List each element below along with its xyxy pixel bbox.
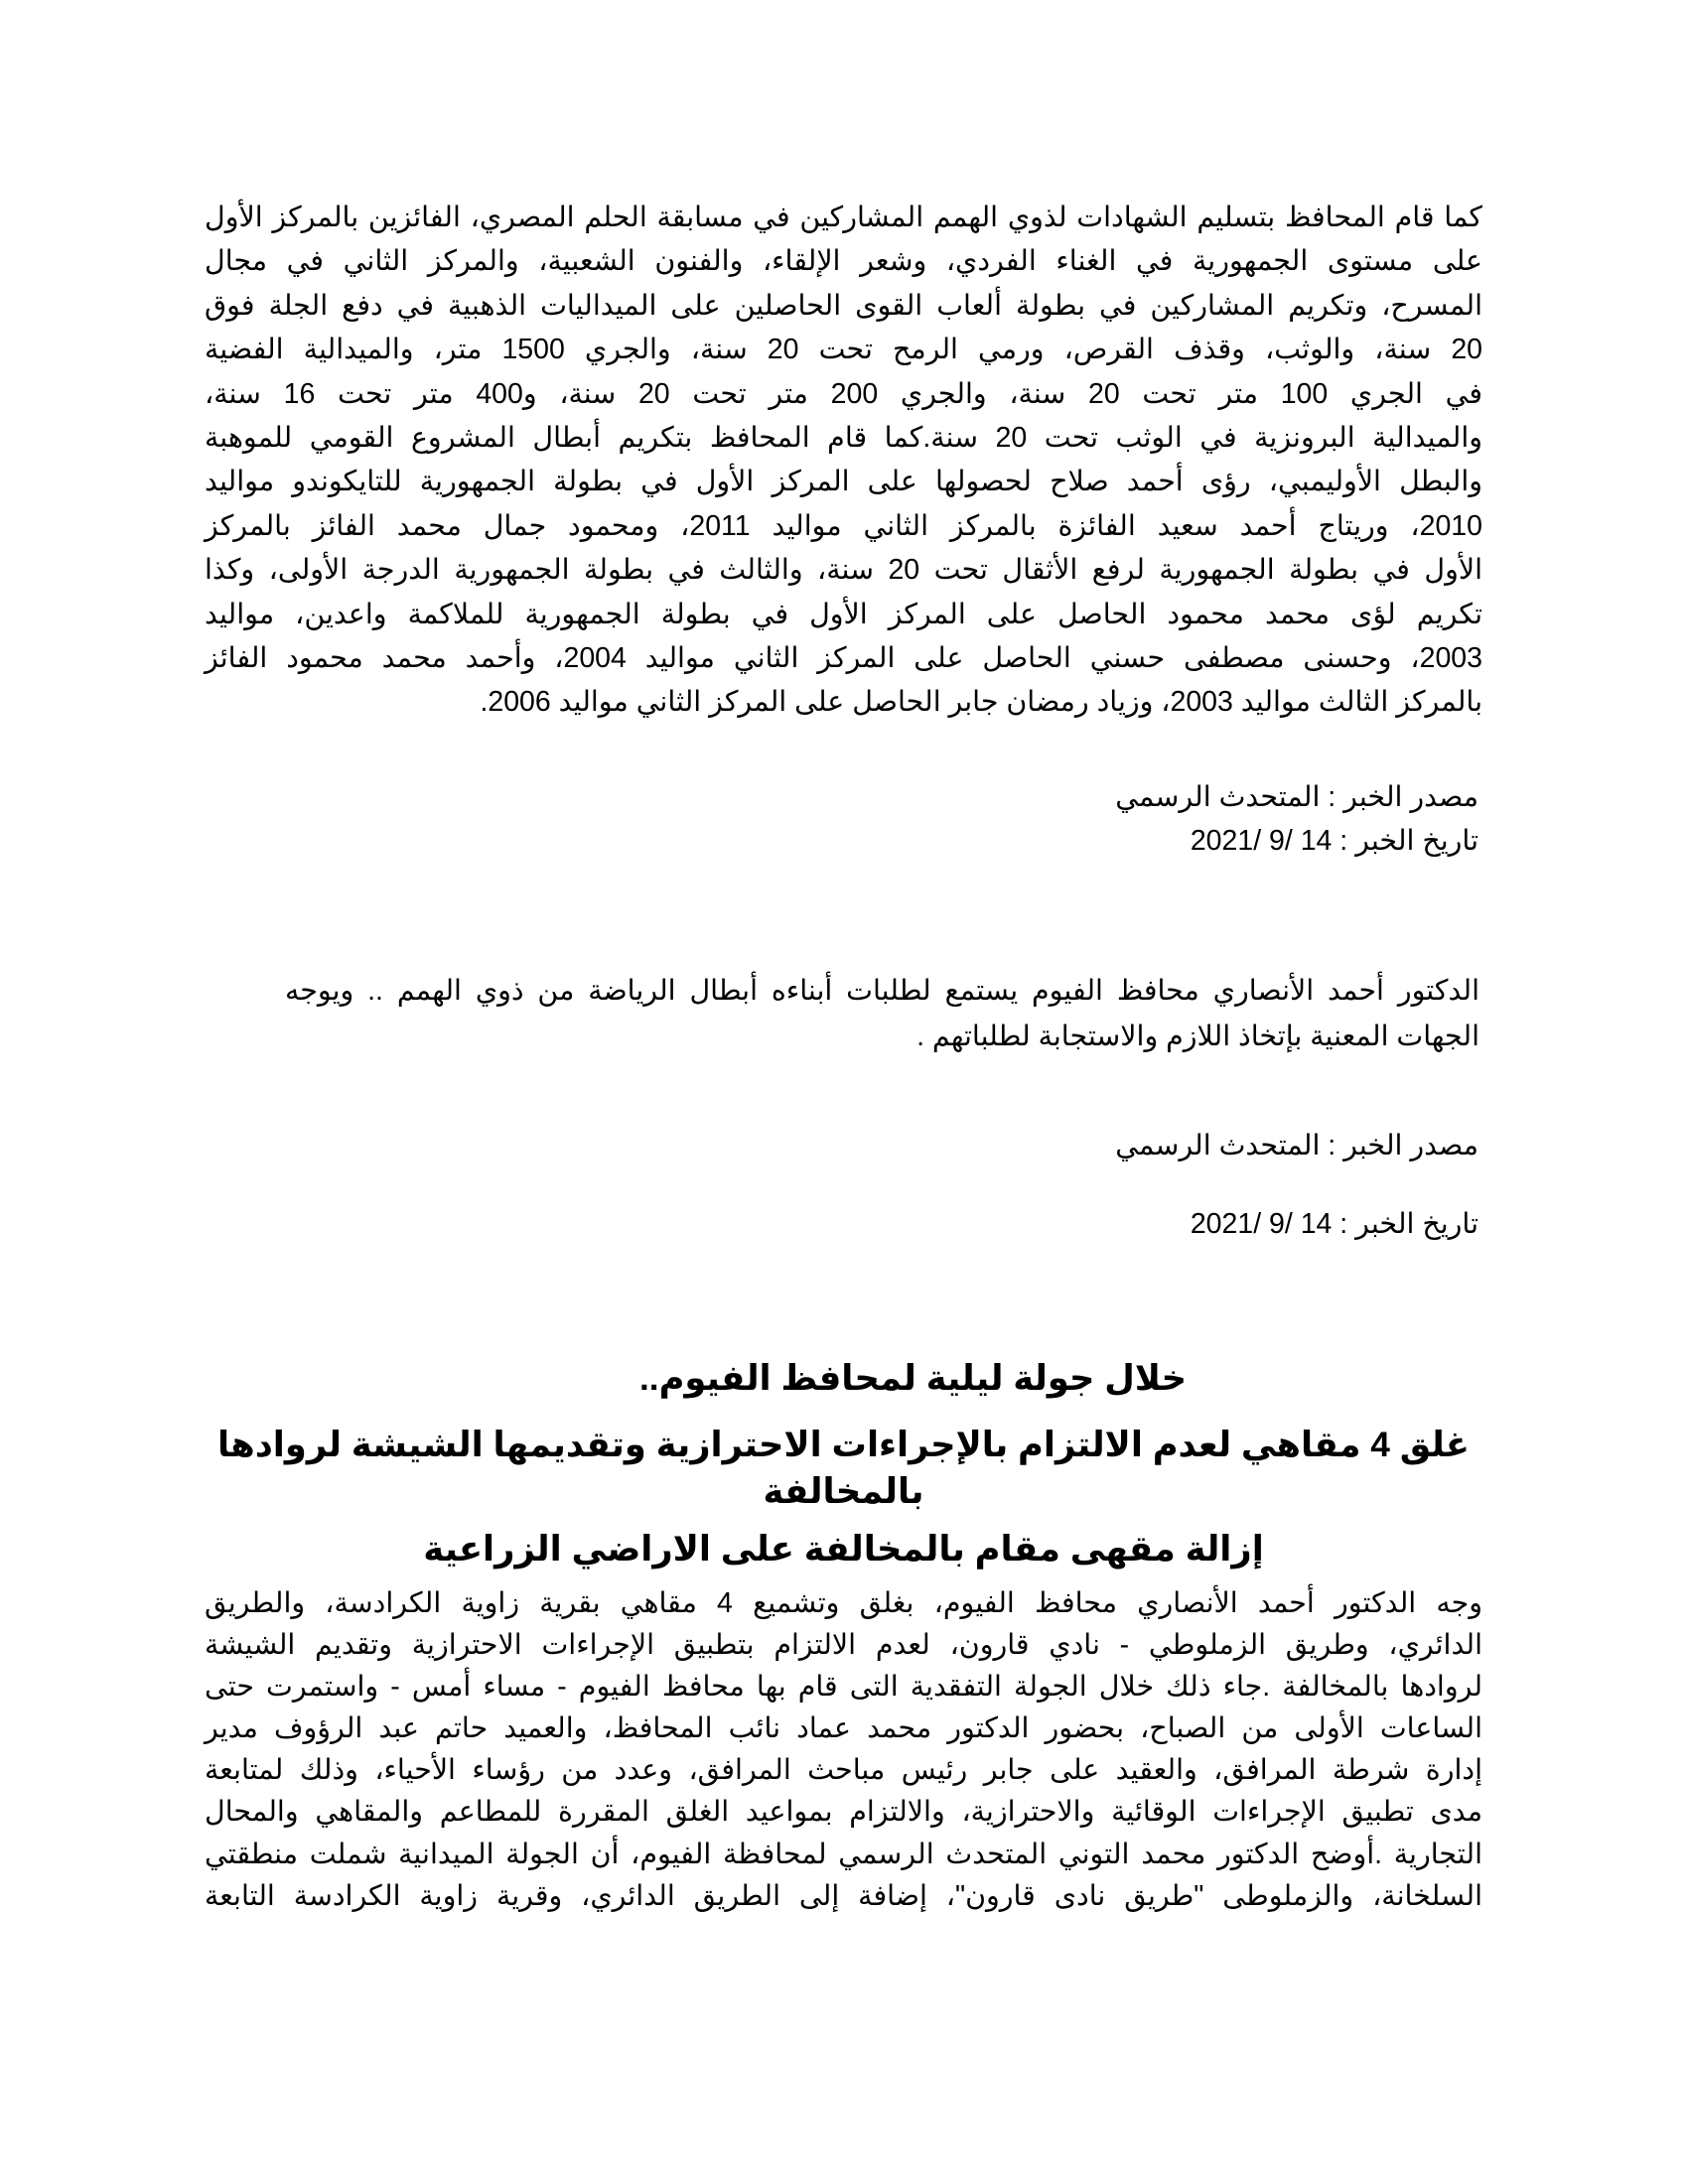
paragraph-line: 2003، وحسنى مصطفى حسني الحاصل على المركز الثاني مواليد 2004، وأحمد محمد محمود الفائز — [205, 641, 1482, 674]
paragraph-line: تكريم لؤى محمد محمود الحاصل على المركز الأول في بطولة الجمهورية للملاكمة واعدين، مواليد — [205, 598, 1482, 630]
paragraph-line: على مستوى الجمهورية في الغناء الفردي، وشعر الإلقاء، والفنون الشعبية، والمركز الثاني في مجال — [205, 245, 1482, 278]
news-item-2-paragraph — [285, 969, 1479, 1060]
article-body-line: إدارة شرطة المرافق، والعقيد على جابر رئيس مباحث المرافق، وعدد من رؤساء الأحياء، وذلك لمتابعة — [205, 1754, 1482, 1787]
news-item-1-paragraph — [205, 196, 1482, 725]
news-date: تاريخ الخبر : 14 /9 /2021 — [1190, 825, 1478, 857]
article-body-line: مدى تطبيق الإجراءات الوقائية والاحترازية، والالتزام بمواعيد الغلق المقررة للمطاعم والمقاهي والمحال — [205, 1796, 1482, 1829]
paragraph-line: بالمركز الثالث مواليد 2003، وزياد رمضان جابر الحاصل على المركز الثاني مواليد 2006. — [480, 686, 1482, 719]
paragraph-line: كما قام المحافظ بتسليم الشهادات لذوي الهمم المشاركين في مسابقة الحلم المصري، الفائزين بالمركز الأول — [205, 202, 1482, 233]
news-source: مصدر الخبر : المتحدث الرسمي — [1115, 781, 1478, 813]
paragraph-line: 2010، وريتاج أحمد سعيد الفائزة بالمركز الثاني مواليد 2011، ومحمود جمال محمد الفائز بالمركز — [205, 509, 1482, 542]
news-item-3-body — [205, 1582, 1482, 1917]
news-source: مصدر الخبر : المتحدث الرسمي — [1115, 1130, 1478, 1161]
paragraph-line: المسرح، وتكريم المشاركين في بطولة ألعاب القوى الحاصلين على الميداليات الذهبية في دفع الجلة فوق — [205, 289, 1482, 322]
paragraph-line: 20 سنة، والوثب، وقذف القرص، ورمي الرمح تحت 20 سنة، والجري 1500 متر، والميدالية الفضية — [205, 334, 1482, 366]
paragraph-line: في الجري 100 متر تحت 20 سنة، والجري 200 متر تحت 20 سنة، و400 متر تحت 16 سنة، — [205, 377, 1482, 410]
headline-title-line: بالمخالفة — [763, 1472, 924, 1511]
paragraph-line: الجهات المعنية بإتخاذ اللازم والاستجابة لطلباتهم . — [916, 1020, 1479, 1052]
article-body-line: السلخانة، والزملوطى "طريق نادى قارون"، إضافة إلى الطريق الدائري، وقرية زاوية الكرادسة التابعة — [205, 1879, 1482, 1912]
paragraph-line: والبطل الأوليمبي، رؤى أحمد صلاح لحصولها على المركز الأول في بطولة الجمهورية للتايكوندو مواليد — [205, 466, 1482, 498]
article-body-line: الدائري، وطريق الزملوطي - نادي قارون، لعدم الالتزام بتطبيق الإجراءات الاحترازية وتقديم الشيشة — [205, 1629, 1482, 1662]
paragraph-line: والميدالية البرونزية في الوثب تحت 20 سنة.كما قام المحافظ بتكريم أبطال المشروع القومي للموهبة — [205, 421, 1482, 454]
paragraph-line: الدكتور أحمد الأنصاري محافظ الفيوم يستمع لطلبات أبناءه أبطال الرياضة من ذوي الهمم .. ويوجه — [285, 975, 1479, 1007]
article-body-line: التجارية .أوضح الدكتور محمد التوني المتحدث الرسمي لمحافظة الفيوم، أن الجولة الميدانية شملت منطقتي — [205, 1838, 1482, 1870]
news-date: تاريخ الخبر : 14 /9 /2021 — [1190, 1208, 1478, 1240]
paragraph-line: الأول في بطولة الجمهورية لرفع الأثقال تحت 20 سنة، والثالث في بطولة الجمهورية الدرجة الأولى، وكذا — [205, 554, 1482, 587]
article-body-line: الساعات الأولى من الصباح، بحضور الدكتور محمد عماد نائب المحافظ، والعميد حاتم عبد الرؤوف مدير — [205, 1712, 1482, 1745]
headline-kicker: خلال جولة ليلية لمحافظ الفيوم.. — [638, 1359, 1187, 1398]
headline-subtitle: إزالة مقهى مقام بالمخالفة على الاراضي الزراعية — [423, 1530, 1264, 1569]
article-body-line: وجه الدكتور أحمد الأنصاري محافظ الفيوم، بغلق وتشميع 4 مقاهي بقرية زاوية الكرادسة، والطريق — [205, 1587, 1482, 1619]
headline-title-line: غلق 4 مقاهي لعدم الالتزام بالإجراءات الاحترازية وتقديمها الشيشة لروادها — [217, 1426, 1470, 1464]
article-body-line: لروادها بالمخالفة .جاء ذلك خلال الجولة التفقدية التى قام بها محافظ الفيوم - مساء أمس - واستمرت حتى — [205, 1671, 1482, 1704]
